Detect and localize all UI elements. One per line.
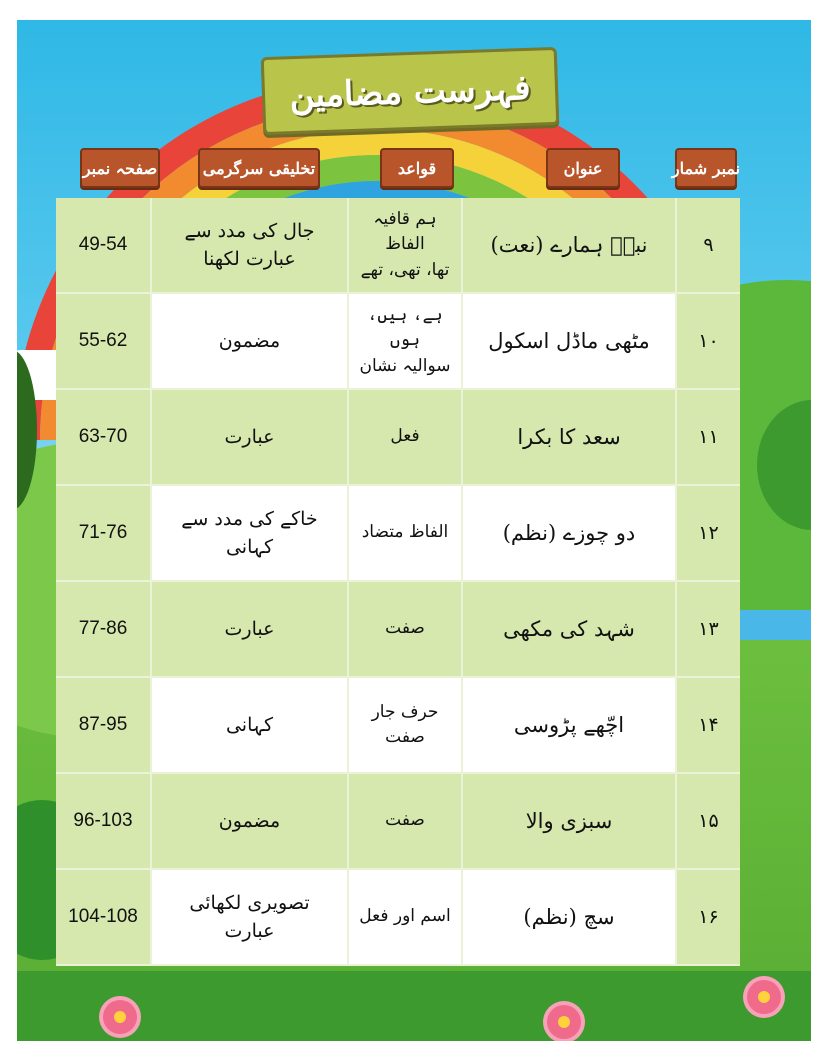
grammar-topic [349,774,461,868]
grammar-topic-line: تھا، تھی، تھے [360,259,450,280]
creative-activity-line: مضمون [218,809,281,832]
grammar-topic [349,870,461,964]
table-row [56,774,740,870]
grammar-topic-line: صفت [385,618,425,639]
lesson-title: مٹھی ماڈل اسکول [463,294,675,388]
creative-activity-line: تصویری لکھائی [189,891,310,914]
creative-activity [152,486,347,580]
table-row [56,294,740,390]
creative-activity-line: عبارت [224,920,275,942]
page-range: 104-108 [56,870,150,964]
table-row [56,390,740,486]
contents-table [56,198,740,966]
creative-activity [152,390,347,484]
page-range: 96-103 [56,774,150,868]
flower-icon [547,1005,581,1039]
grammar-topic-line: فعل [390,426,420,447]
lesson-number: ۱۶ [677,870,740,964]
lesson-number: ۱۴ [677,678,740,772]
lesson-number: ۱۰ [677,294,740,388]
grammar-topic [349,678,461,772]
grammar-topic [349,390,461,484]
creative-activity-line: مضمون [218,329,281,352]
grammar-topic-line: ہم قافیہ الفاظ [373,208,437,255]
creative-activity-line: خاکے کی مدد سے کہانی [181,507,318,558]
grammar-topic-line: صفت [385,727,425,747]
creative-activity [152,294,347,388]
creative-activity-line: عبارت [224,617,275,640]
creative-activity-line: عبارت لکھنا [203,248,296,270]
page-range: 77-86 [56,582,150,676]
creative-activity [152,678,347,772]
grammar-topic-line: سوالیہ نشان [359,355,451,376]
lesson-title: سبزی والا [463,774,675,868]
creative-activity [152,198,347,292]
creative-activity [152,870,347,964]
page-range: 49-54 [56,198,150,292]
lesson-title: دو چوزے (نظم) [463,486,675,580]
header-page: صفحہ نمبر [80,148,160,188]
lesson-title: سچ (نظم) [463,870,675,964]
grass [17,971,811,1041]
page-range: 71-76 [56,486,150,580]
grammar-topic-line: صفت [385,810,425,831]
grammar-topic [349,582,461,676]
page-range: 55-62 [56,294,150,388]
lesson-number: ۱۲ [677,486,740,580]
grammar-topic-line: اسم اور فعل [359,906,451,927]
table-row [56,870,740,966]
table-row [56,198,740,294]
creative-activity-line: جال کی مدد سے [184,219,315,242]
creative-activity-line: عبارت [224,425,275,448]
grammar-topic [349,294,461,388]
grammar-topic-line: حرف جار [371,701,439,722]
flower-icon [103,1000,137,1034]
lesson-number: ۱۱ [677,390,740,484]
lesson-title: سعد کا بکرا [463,390,675,484]
lesson-title: اچّھے پڑوسی [463,678,675,772]
page-title: فہرست مضامین [288,67,532,116]
header-grammar: قواعد [380,148,454,188]
lesson-number: ۱۳ [677,582,740,676]
page-range: 87-95 [56,678,150,772]
grammar-topic [349,198,461,292]
header-title: عنوان [546,148,620,188]
creative-activity [152,774,347,868]
lesson-title: شہد کی مکھی [463,582,675,676]
header-number: نمبر شمار [675,148,737,188]
creative-activity [152,582,347,676]
grammar-topic-line: الفاظ متضاد [361,522,449,543]
grammar-topic [349,486,461,580]
flower-icon [747,980,781,1014]
header-activity: تخلیقی سرگرمی [198,148,320,188]
lesson-title: نبیؐ ہمارے (نعت) [463,198,675,292]
grammar-topic-line: ہے، ہیں، ہوں [367,304,443,351]
lesson-number: ۹ [677,198,740,292]
table-row [56,678,740,774]
table-row [56,486,740,582]
lesson-number: ۱۵ [677,774,740,868]
title-sign [261,47,560,135]
creative-activity-line: کہانی [225,713,274,736]
table-row [56,582,740,678]
page-range: 63-70 [56,390,150,484]
